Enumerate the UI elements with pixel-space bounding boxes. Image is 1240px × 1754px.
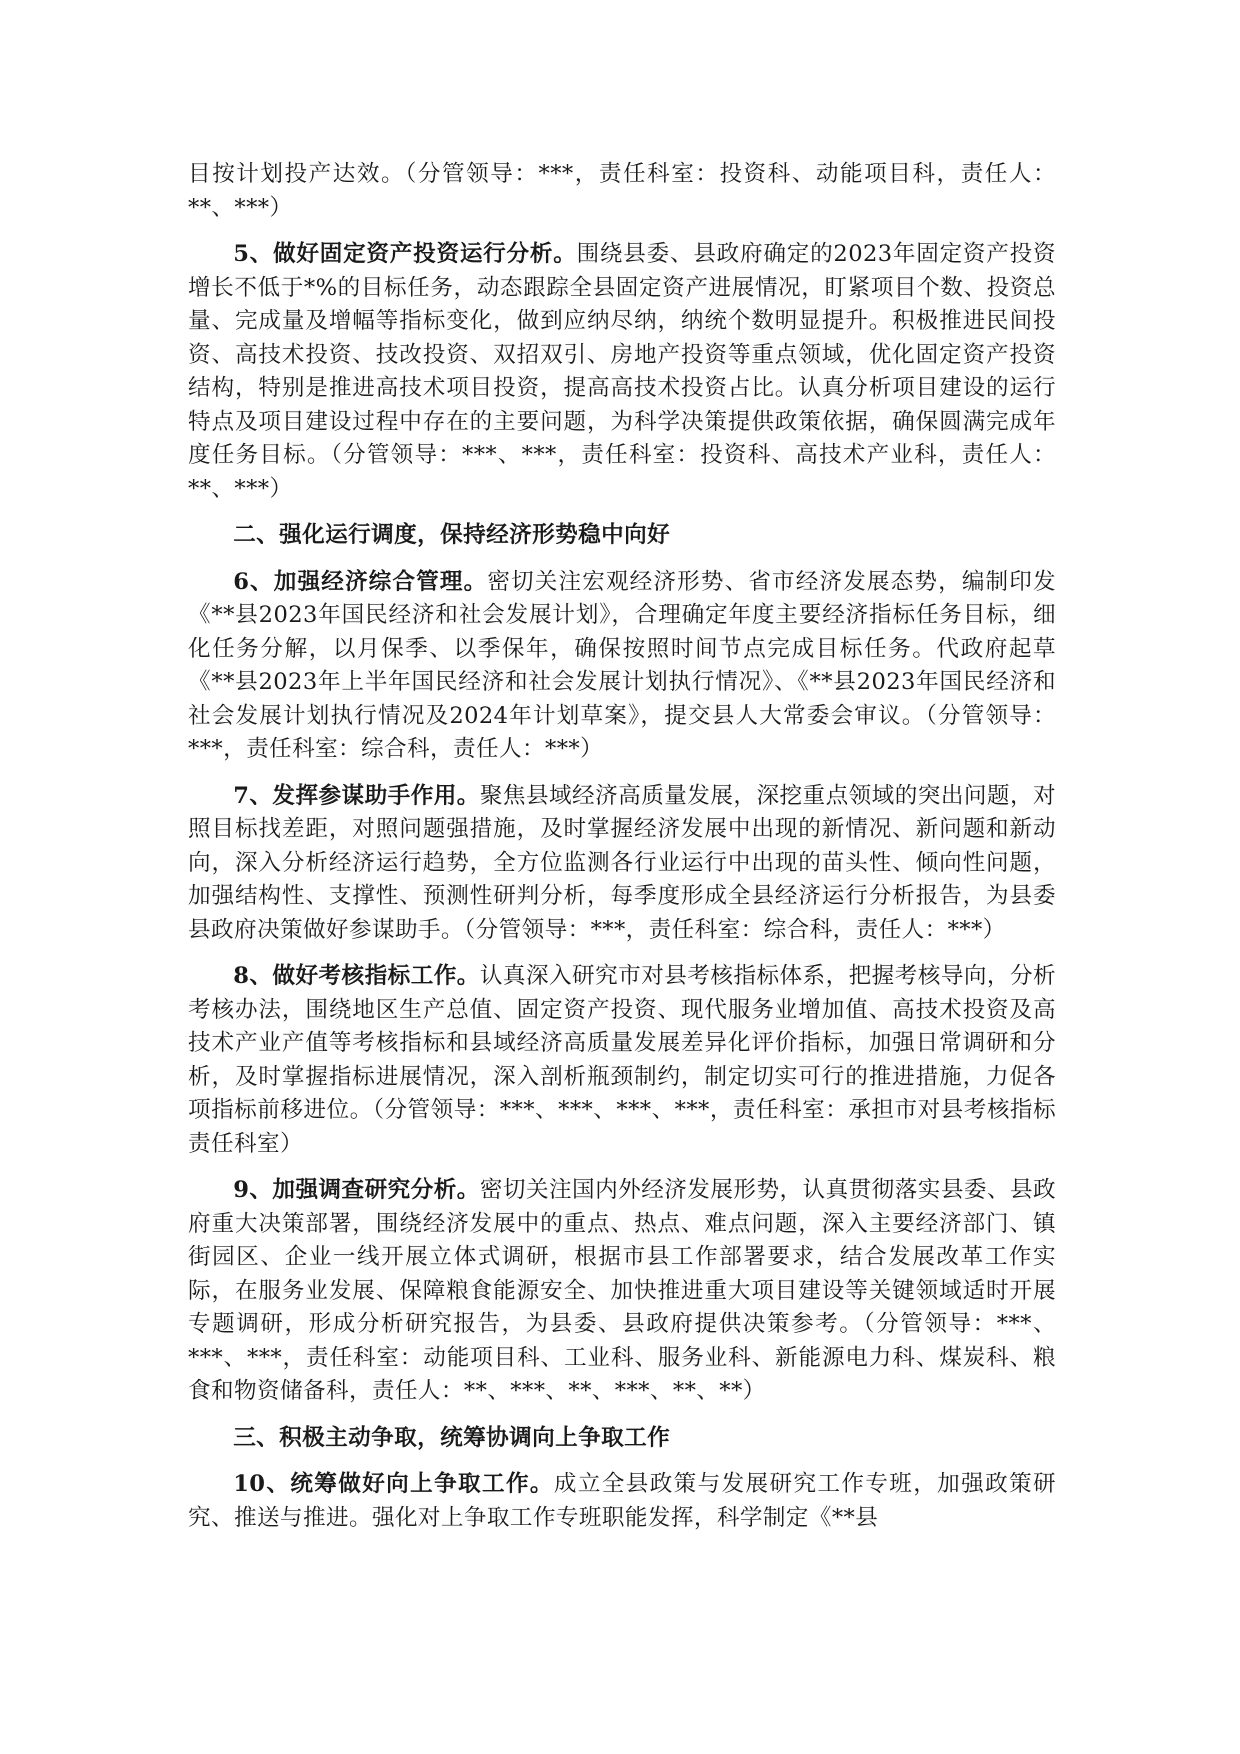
document-body bbox=[188, 158, 1056, 1548]
paragraph-text: 认真深入研究市对县考核指标体系，把握考核导向，分析考核办法，围绕地区生产总值、固定资产投资、现代服务业增加值、高技术投资及高技术产业产值等考核指标和县域经济高质量发展差异化评价指标，加强日常调研和分析，及时掌握指标进展情况，深入剖析瓶颈制约，制定切实可行的推进措施，力促各项指标前移进位。（分管领导：***、***、***、***，责任科室：承担市对县考核指标责任科室） bbox=[188, 963, 1057, 1157]
paragraph-lead: 9、加强调查研究分析。 bbox=[233, 1177, 480, 1203]
paragraph-text: 目按计划投产达效。（分管领导：***，责任科室：投资科、动能项目科，责任人：**、***） bbox=[188, 161, 1056, 221]
paragraph-lead: 6、加强经济综合管理。 bbox=[233, 568, 488, 595]
paragraph-lead: 5、做好固定资产投资运行分析。 bbox=[233, 241, 577, 267]
paragraph-item-7 bbox=[188, 780, 1056, 948]
paragraph-item-10 bbox=[188, 1468, 1056, 1535]
paragraph-item-6 bbox=[188, 566, 1056, 767]
paragraph-text: 成立全县政策与发展研究工作专班，加强政策研究、推送与推进。强化对上争取工作专班职能发挥，科学制定《**县 bbox=[188, 1471, 1056, 1531]
section-heading-3: 三、积极主动争取，统筹协调向上争取工作 bbox=[233, 1424, 671, 1451]
paragraph-lead: 8、做好考核指标工作。 bbox=[233, 963, 480, 989]
paragraph-text: 密切关注国内外经济发展形势，认真贯彻落实县委、县政府重大决策部署，围绕经济发展中的重点、热点、难点问题，深入主要经济部门、镇街园区、企业一线开展立体式调研，根据市县工作部署要求，结合发展改革工作实际，在服务业发展、保障粮食能源安全、加快推进重大项目建设等关键领域适时开展专题调研，形成分析研究报告，为县委、县政府提供决策参考。（分管领导：***、***、***，责任科室：动能项目科、工业科、服务业科、新能源电力科、煤炭科、粮食和物资储备科，责任人：**、***、**、***、**、**） bbox=[188, 1177, 1057, 1404]
paragraph-lead: 10、统筹做好向上争取工作。 bbox=[233, 1471, 554, 1497]
paragraph-item-5 bbox=[188, 238, 1056, 506]
paragraph-text: 聚焦县域经济高质量发展，深挖重点领域的突出问题，对照目标找差距，对照问题强措施，及时掌握经济发展中出现的新情况、新问题和新动向，深入分析经济运行趋势，全方位监测各行业运行中出现的苗头性、倾向性问题，加强结构性、支撑性、预测性研判分析，每季度形成全县经济运行分析报告，为县委县政府决策做好参谋助手。（分管领导：***，责任科室：综合科，责任人：***） bbox=[188, 782, 1057, 943]
paragraph-text: 密切关注宏观经济形势、省市经济发展态势，编制印发《**县2023年国民经济和社会发展计划》，合理确定年度主要经济指标任务目标，细化任务分解，以月保季、以季保年，确保按照时间节点完成目标任务。代政府起草《**县2023年上半年国民经济和社会发展计划执行情况》、《**县2023年国民经济和社会发展计划执行情况及2024年计划草案》，提交县人大常委会审议。（分管领导：***，责任科室：综合科，责任人：***） bbox=[188, 568, 1056, 762]
paragraph-item-9 bbox=[188, 1174, 1056, 1409]
paragraph-lead: 7、发挥参谋助手作用。 bbox=[233, 782, 480, 809]
paragraph-text: 围绕县委、县政府确定的2023年固定资产投资增长不低于*%的目标任务，动态跟踪全县固定资产进展情况，盯紧项目个数、投资总量、完成量及增幅等指标变化，做到应纳尽纳，纳统个数明显提升。积极推进民间投资、高技术投资、技改投资、双招双引、房地产投资等重点领域，优化固定资产投资结构，特别是推进高技术项目投资，提高高技术投资占比。认真分析项目建设的运行特点及项目建设过程中存在的主要问题，为科学决策提供政策依据，确保圆满完成年度任务目标。（分管领导：***、***，责任科室：投资科、高技术产业科，责任人：**、***） bbox=[188, 241, 1056, 502]
paragraph-item-8 bbox=[188, 960, 1056, 1161]
paragraph-continuation bbox=[188, 158, 1056, 225]
section-heading-2: 二、强化运行调度，保持经济形势稳中向好 bbox=[233, 522, 671, 548]
